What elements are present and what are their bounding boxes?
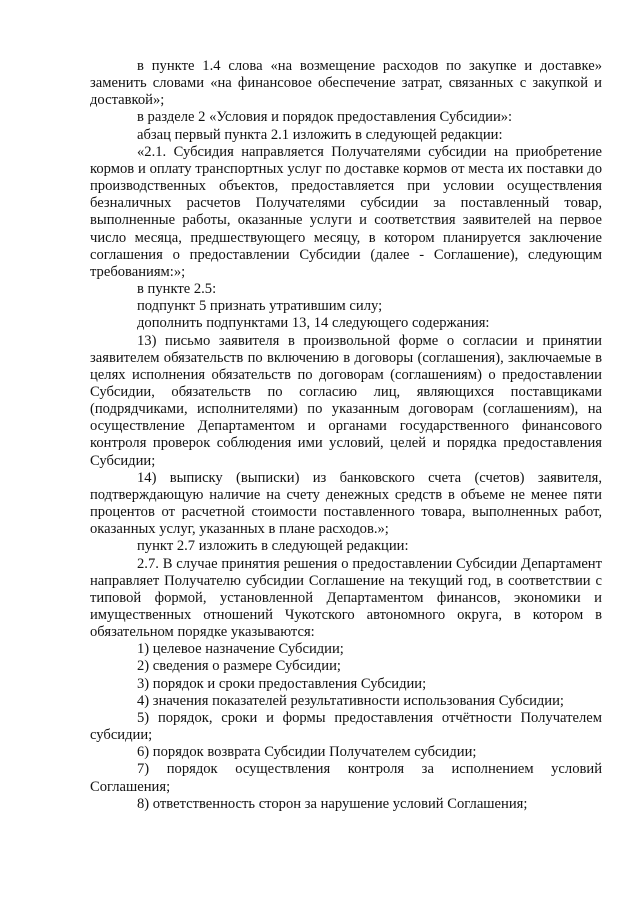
paragraph-5: в пункте 2.5: [137, 281, 217, 298]
paragraph-7: дополнить подпунктами 13, 14 следующего содержания: [137, 315, 490, 332]
paragraph-13: 2) сведения о размере Субсидии; [137, 658, 341, 675]
paragraph-16: 5) порядок, сроки и формы предоставления отчётности Получателем субсидии; [90, 709, 602, 744]
paragraph-4: «2.1. Субсидия направляется Получателями субсидии на приобретение кормов и оплату транспортных услуг по доставке кормов от места их поставки до производственных объектов, предоставляется при условии осуществления безналичных расчетов Получателями субсидии за поставленный товар, выполненные работы, оказанные услуги и соответствия заявителей на первое число месяца, предшествующего месяцу, в котором планируется заключение соглашения о предоставлении Субсидии (далее - Соглашение), следующим требованиям:»; [90, 143, 602, 280]
paragraph-10: пункт 2.7 изложить в следующей редакции: [137, 538, 409, 555]
paragraph-1: в пункте 1.4 слова «на возмещение расходов по закупке и доставке» заменить словами «на финансовое обеспечение затрат, связанных с закупкой и доставкой»; [90, 58, 602, 109]
paragraph-6: подпункт 5 признать утратившим силу; [137, 298, 383, 315]
paragraph-18: 7) порядок осуществления контроля за исполнением условий Соглашения; [90, 761, 602, 795]
paragraph-19: 8) ответственность сторон за нарушение условий Соглашения; [137, 795, 528, 812]
paragraph-17: 6) порядок возврата Субсидии Получателем субсидии; [137, 744, 477, 761]
paragraph-15: 4) значения показателей результативности использования Субсидии; [137, 692, 564, 709]
paragraph-9: 14) выписку (выписки) из банковского счета (счетов) заявителя, подтверждающую наличие на счету денежных средств в объеме не менее пяти процентов от расчетной стоимости поставленного товара, выполненных работ, оказанных услуг, указанных в плане расходов.»; [90, 469, 602, 538]
paragraph-8: 13) письмо заявителя в произвольной форме о согласии и принятии заявителем обязательств по включению в договоры (соглашения), заключаемые в целях исполнения обязательств по договорам (соглашениям) о предоставлении Субсидии, обязательств по согласию лиц, являющихся поставщиками (подрядчиками, исполнителями) по указанным договорам (соглашениям), на осуществление Департаментом и органами государственного финансового контроля проверок соблюдения ими условий, целей и порядка предоставления Субсидии; [90, 332, 602, 469]
paragraph-12: 1) целевое назначение Субсидии; [137, 641, 344, 658]
document-page [90, 58, 602, 813]
paragraph-11: 2.7. В случае принятия решения о предоставлении Субсидии Департамент направляет Получателю субсидии Соглашение на текущий год, в соответствии с типовой формой, установленной Департаментом финансов, экономики и имущественных отношений Чукотского автономного округа, в котором в обязательном порядке указываются: [90, 555, 602, 641]
paragraph-3: абзац первый пункта 2.1 изложить в следующей редакции: [137, 126, 503, 143]
paragraph-14: 3) порядок и сроки предоставления Субсидии; [137, 675, 427, 692]
paragraph-2: в разделе 2 «Условия и порядок предоставления Субсидии»: [137, 109, 513, 126]
